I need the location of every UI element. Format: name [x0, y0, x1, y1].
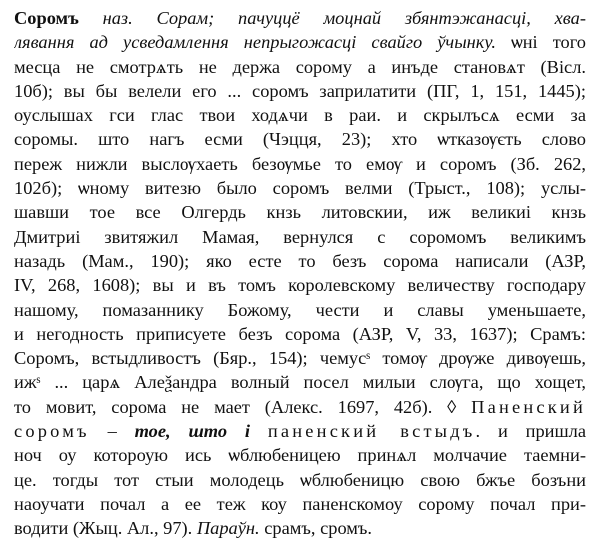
text-segment: ижˢ ... царѧ Алеѯандра волный посел милыи слѹга, що хощет,	[14, 372, 586, 393]
text-segment: 10б); вы бы велели его ... соромъ заприлатити (ПГ, 1, 151, 1445);	[14, 80, 586, 101]
text-segment	[250, 421, 268, 441]
text-segment: Соромъ	[14, 8, 79, 28]
text-segment: Сорам; пачуццё моцнай збянтэжанасці, хва-	[132, 8, 586, 28]
text-line	[14, 249, 586, 273]
text-segment: . и пришла	[475, 421, 586, 442]
text-segment: переж нижли выслѹхаеть безѹмье то емѹ и соромъ (Зб. 262,	[14, 153, 586, 174]
text-line	[14, 419, 586, 443]
text-segment: ѡні того	[496, 32, 586, 53]
text-segment: то мовит, сорома не мает (Алекс. 1697, 42б). ◊	[14, 396, 472, 417]
text-segment: месца не смотрѧть не держа сорому а инъде становѧт (Вісл.	[14, 56, 586, 77]
text-line	[14, 103, 586, 127]
text-segment: назадь (Мам., 190); яко есте то безъ сорома написали (АЗР,	[14, 250, 586, 271]
text-segment: Параўн.	[196, 518, 260, 539]
text-line	[14, 6, 586, 30]
text-segment: це. тогды тот стыи молодець ѡблюбеницю свою бжъе бозъни	[14, 469, 586, 490]
text-segment: тое, што і	[134, 421, 250, 442]
text-segment: срамъ, сромъ.	[259, 518, 373, 539]
text-segment: лявання ад усведамлення непрыгожасці свайго ўчынку.	[14, 32, 496, 53]
text-line	[14, 200, 586, 224]
text-segment: IV, 268, 1608); вы и въ томъ королевскому величеству господару	[14, 275, 586, 296]
text-line	[14, 468, 586, 492]
text-segment: наоучати почал а ее теж коу паненскомоу сорому почал при-	[14, 493, 586, 514]
text-line	[14, 516, 586, 540]
text-line	[14, 127, 586, 151]
text-segment: Паненский	[471, 396, 586, 417]
text-segment: паненский встыдъ	[267, 421, 476, 442]
text-segment: соромъ	[14, 421, 90, 442]
text-segment: ноч оу котороую ись ѡблюбеницею принѧл молчачие таемни-	[14, 445, 586, 466]
text-line	[14, 370, 586, 394]
text-line	[14, 298, 586, 322]
text-segment: нашому, помазаннику Божому, чести и славы уменьшаете,	[14, 299, 586, 320]
text-line	[14, 395, 586, 419]
text-segment: Дмитриі звитяжил Мамая, вернулся с соромомъ великимъ	[14, 226, 586, 247]
text-line	[14, 346, 586, 370]
text-segment: соромы. што нагъ есми (Чэцця, 23); хто ѡтказѹєть слово	[14, 129, 586, 150]
text-line	[14, 55, 586, 79]
text-line	[14, 225, 586, 249]
text-segment: наз.	[78, 8, 133, 28]
text-segment: и негодность приписуете безъ сорома (АЗР, V, 33, 1637); Срамъ:	[14, 323, 586, 344]
text-segment: Соромъ, встыдливостъ (Бяр., 154); чемусˢ томѹ дрѹже дивѹешь,	[14, 348, 586, 369]
text-line	[14, 152, 586, 176]
text-segment: –	[89, 421, 135, 442]
text-segment: оуслышах гси глас твои ходѧчи в раи. и скрылъсѧ есми за	[14, 105, 586, 126]
text-line	[14, 30, 586, 54]
text-line	[14, 492, 586, 516]
text-segment: шавши тое все Олгердь кнзь литовскии, иж великиі кнзь	[14, 202, 586, 223]
text-line	[14, 79, 586, 103]
text-segment: водити (Жыц. Ал., 97).	[14, 518, 197, 539]
text-line	[14, 322, 586, 346]
text-line	[14, 176, 586, 200]
text-line	[14, 443, 586, 467]
text-line	[14, 273, 586, 297]
text-segment: 102б); ѡному витезю было соромъ велми (Трыст., 108); услы-	[14, 178, 586, 199]
